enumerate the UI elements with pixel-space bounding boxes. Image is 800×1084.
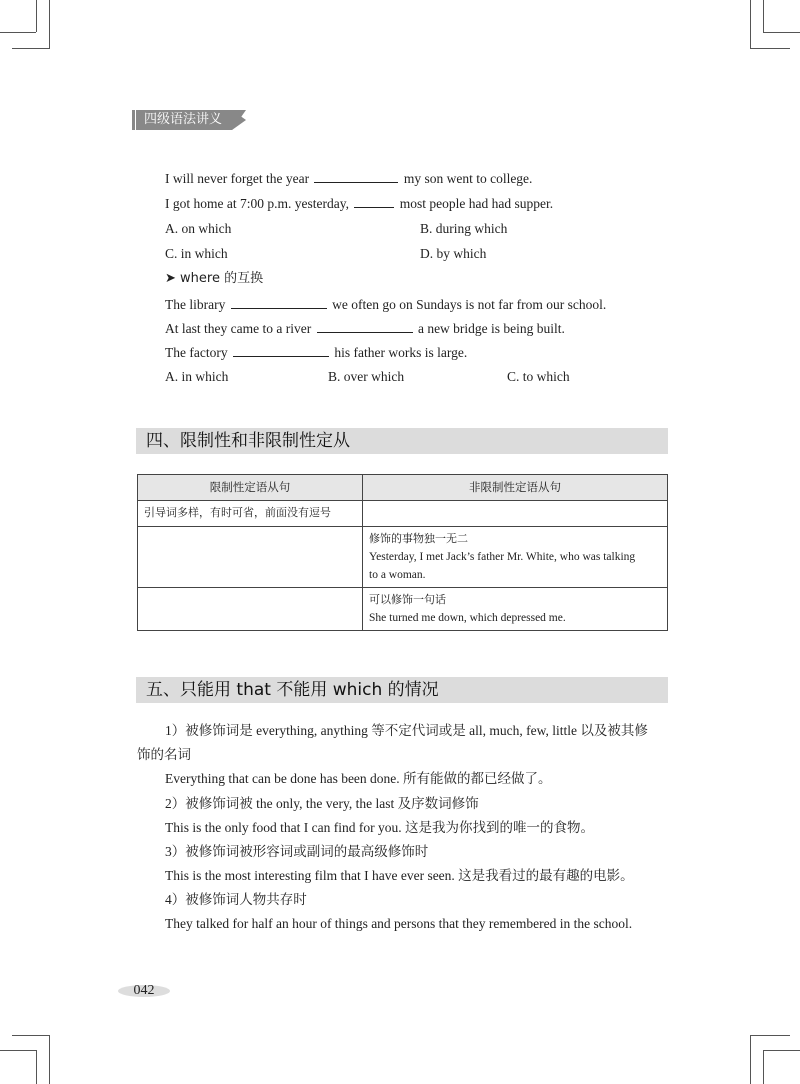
crop-mark bbox=[0, 32, 36, 33]
table-row bbox=[138, 588, 668, 631]
arrow-bullet-icon: ➤ bbox=[165, 271, 176, 286]
exercise-text: I will never forget the year bbox=[165, 171, 310, 186]
table-cell bbox=[363, 527, 668, 588]
fill-blank bbox=[317, 320, 413, 333]
exercise-line bbox=[165, 170, 532, 188]
page-number: 042 bbox=[118, 981, 170, 1001]
crop-mark bbox=[12, 1035, 50, 1036]
crop-mark bbox=[763, 0, 764, 32]
option-b: B. over which bbox=[328, 369, 405, 384]
fill-blank bbox=[314, 170, 398, 183]
exercise-line bbox=[165, 296, 606, 314]
table-header-cell: 限制性定语从句 bbox=[138, 475, 363, 501]
crop-mark bbox=[12, 48, 50, 49]
exercise-text: most people had had supper. bbox=[399, 196, 554, 211]
option-a: A. in which bbox=[165, 369, 229, 384]
rule-text: 3）被修饰词被形容词或副词的最高级修饰时 bbox=[165, 844, 429, 859]
exercise-text: The factory bbox=[165, 345, 228, 360]
table-cell bbox=[138, 527, 363, 588]
chapter-header-label: 四级语法讲义 bbox=[144, 112, 223, 127]
rule-text: 2）被修饰词被 the only, the very, the last 及序数词修饰 bbox=[165, 796, 479, 811]
table-row bbox=[138, 527, 668, 588]
rule-text: 饰的名词 bbox=[137, 747, 191, 762]
example-sentence: Everything that can be done has been done. 所有能做的都已经做了。 bbox=[165, 771, 552, 786]
table-cell bbox=[363, 588, 668, 631]
cell-title: 可以修饰一句话 bbox=[369, 593, 446, 606]
comparison-table bbox=[137, 474, 668, 631]
cell-text: Yesterday, I met Jack’s father Mr. White, who was talking bbox=[369, 551, 636, 563]
option-b: B. during which bbox=[420, 221, 508, 236]
crop-mark bbox=[49, 0, 50, 48]
table-cell bbox=[138, 588, 363, 631]
cell-title: 修饰的事物独一无二 bbox=[369, 532, 468, 545]
exercise-text: his father works is large. bbox=[334, 345, 468, 360]
crop-mark bbox=[750, 0, 751, 48]
cell-text: to a woman. bbox=[369, 569, 426, 581]
table-header-cell: 非限制性定语从句 bbox=[363, 475, 668, 501]
section-heading: 五、只能用 that 不能用 which 的情况 bbox=[136, 677, 668, 703]
example-sentence: This is the only food that I can find for you. 这是我为你找到的唯一的食物。 bbox=[165, 820, 594, 835]
exercise-text: The library bbox=[165, 297, 226, 312]
exercise-line bbox=[165, 320, 565, 338]
table-row bbox=[138, 501, 668, 527]
exercise-text: At last they came to a river bbox=[165, 321, 312, 336]
cell-text: She turned me down, which depressed me. bbox=[369, 612, 566, 624]
crop-mark bbox=[750, 1035, 790, 1036]
rule-text: 1）被修饰词是 everything, anything 等不定代词或是 all, much, few, little 以及被其修 bbox=[165, 723, 648, 738]
option-d: D. by which bbox=[420, 246, 487, 261]
crop-mark bbox=[763, 1050, 800, 1051]
table-cell: 引导词多样，有时可省，前面没有逗号 bbox=[138, 501, 363, 527]
subsection-title-text: where 的互换 bbox=[180, 271, 264, 286]
crop-mark bbox=[36, 0, 37, 32]
fill-blank bbox=[354, 195, 394, 208]
exercise-text: I got home at 7:00 p.m. yesterday, bbox=[165, 196, 349, 211]
option-a: A. on which bbox=[165, 221, 232, 236]
table-header-row bbox=[138, 475, 668, 501]
fill-blank bbox=[233, 344, 329, 357]
fill-blank bbox=[231, 296, 327, 309]
crop-mark bbox=[750, 48, 790, 49]
crop-mark bbox=[763, 32, 800, 33]
crop-mark bbox=[763, 1050, 764, 1084]
exercise-text: my son went to college. bbox=[403, 171, 533, 186]
exercise-line bbox=[165, 195, 553, 213]
option-c: C. in which bbox=[165, 246, 228, 261]
crop-mark bbox=[750, 1035, 751, 1084]
example-sentence: This is the most interesting film that I have ever seen. 这是我看过的最有趣的电影。 bbox=[165, 868, 634, 883]
rule-text: 4）被修饰词人物共存时 bbox=[165, 892, 307, 907]
table-cell bbox=[363, 501, 668, 527]
crop-mark bbox=[49, 1035, 50, 1084]
exercise-text: a new bridge is being built. bbox=[417, 321, 565, 336]
section-heading: 四、限制性和非限制性定从 bbox=[136, 428, 668, 454]
exercise-text: we often go on Sundays is not far from our school. bbox=[332, 297, 607, 312]
header-tab-arrow bbox=[232, 110, 246, 130]
subsection-title bbox=[165, 270, 263, 288]
crop-mark bbox=[0, 1050, 36, 1051]
crop-mark bbox=[36, 1050, 37, 1084]
exercise-line bbox=[165, 344, 467, 362]
example-sentence: They talked for half an hour of things and persons that they remembered in the school. bbox=[165, 916, 633, 931]
chapter-header-tab bbox=[136, 110, 232, 130]
option-c: C. to which bbox=[507, 369, 570, 384]
